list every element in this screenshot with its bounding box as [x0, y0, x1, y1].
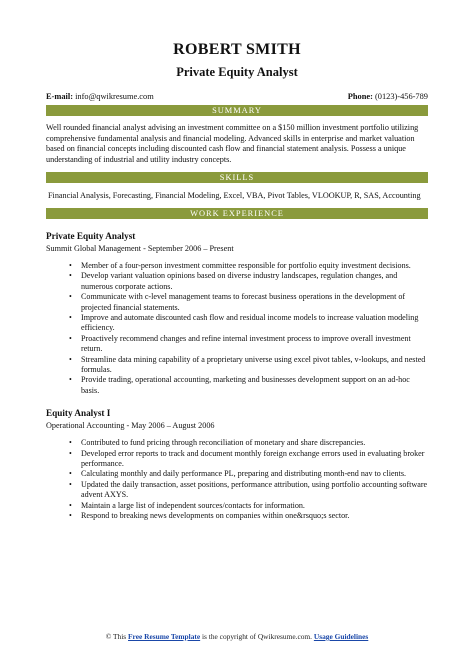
job-title: Equity Analyst I — [46, 408, 111, 419]
job-bullet: • Improve and automate discounted cash flow and residual income models to increase valuation modeling efficiency. — [69, 313, 428, 334]
job-entry — [46, 231, 428, 396]
footer — [0, 632, 474, 641]
candidate-title: Private Equity Analyst — [176, 65, 298, 79]
job-bullets — [46, 261, 428, 396]
section-header-summary: SUMMARY — [46, 105, 428, 116]
summary-text: Well rounded financial analyst advising an investment committee on a $150 million investment portfolio utilizing comprehensive fundamental analysis and financial modeling. Advanced skills in enterprise and market valuation based on financial concepts including discounted cash flow and financial statement analysis. Possess a unique understanding of industrial and utility industry concepts. — [46, 123, 419, 164]
email-value[interactable]: info@qwikresume.com — [75, 92, 154, 101]
footer-prefix: © This — [105, 632, 129, 641]
job-bullet: • Contributed to fund pricing through reconciliation of monetary and share discrepancies. — [69, 438, 428, 448]
usage-guidelines-link[interactable]: Usage Guidelines — [313, 632, 369, 641]
phone-block — [348, 92, 428, 102]
job-entry — [46, 408, 428, 521]
job-bullet: • Streamline data mining capability of a proprietary universe using excel pivot tables, v-lookups, and nested formulas. — [69, 355, 428, 376]
job-bullet: • Respond to breaking news developments on companies within one&rsquo;s sector. — [69, 511, 428, 521]
section-header-experience: WORK EXPERIENCE — [46, 208, 428, 219]
free-resume-template-link[interactable]: Free Resume Template — [128, 632, 201, 641]
job-company-dates: Operational Accounting - May 2006 – August 2006 — [46, 421, 215, 431]
phone-label: Phone: — [347, 92, 373, 101]
job-bullet: • Communicate with c-level management teams to forecast business operations in the development of projected financial statements. — [69, 292, 428, 313]
candidate-name: ROBERT SMITH — [173, 41, 301, 58]
phone-value: (0123)-456-789 — [374, 92, 428, 101]
job-title: Private Equity Analyst — [46, 230, 136, 241]
job-bullet: • Member of a four-person investment committee responsible for portfolio equity investment decisions. — [69, 261, 428, 271]
email-label: E-mail: — [46, 92, 73, 101]
job-bullet: • Provide trading, operational accounting, marketing and businesses development support on an ad-hoc basis. — [69, 375, 428, 396]
job-bullet: • Calculating monthly and daily performance PL, preparing and distributing month-end nav to clients. — [69, 469, 428, 479]
email-block — [46, 92, 154, 102]
job-bullet: • Maintain a large list of independent sources/contacts for information. — [69, 501, 428, 511]
contact-row — [46, 92, 428, 102]
footer-middle: is the copyright of Qwikresume.com. — [200, 632, 314, 641]
job-bullet: • Updated the daily transaction, asset positions, performance attribution, using portfolio accounting software advent AXYS. — [69, 480, 428, 501]
skills-text: Financial Analysis, Forecasting, Financial Modeling, Excel, VBA, Pivot Tables, VLOOKUP, R, SAS, Accounting — [48, 191, 421, 201]
section-header-skills: SKILLS — [46, 172, 428, 183]
job-bullet: • Proactively recommend changes and refine internal investment process to improve overall investment return. — [69, 334, 428, 355]
job-bullet: • Developed error reports to track and document monthly foreign exchange errors used in evaluating broker performance. — [69, 449, 428, 470]
job-bullet: • Develop variant valuation opinions based on diverse industry landscapes, regulation changes, and numerous corporate actions. — [69, 271, 428, 292]
job-bullets — [46, 438, 428, 521]
job-company-dates: Summit Global Management - September 2006 – Present — [46, 243, 234, 253]
